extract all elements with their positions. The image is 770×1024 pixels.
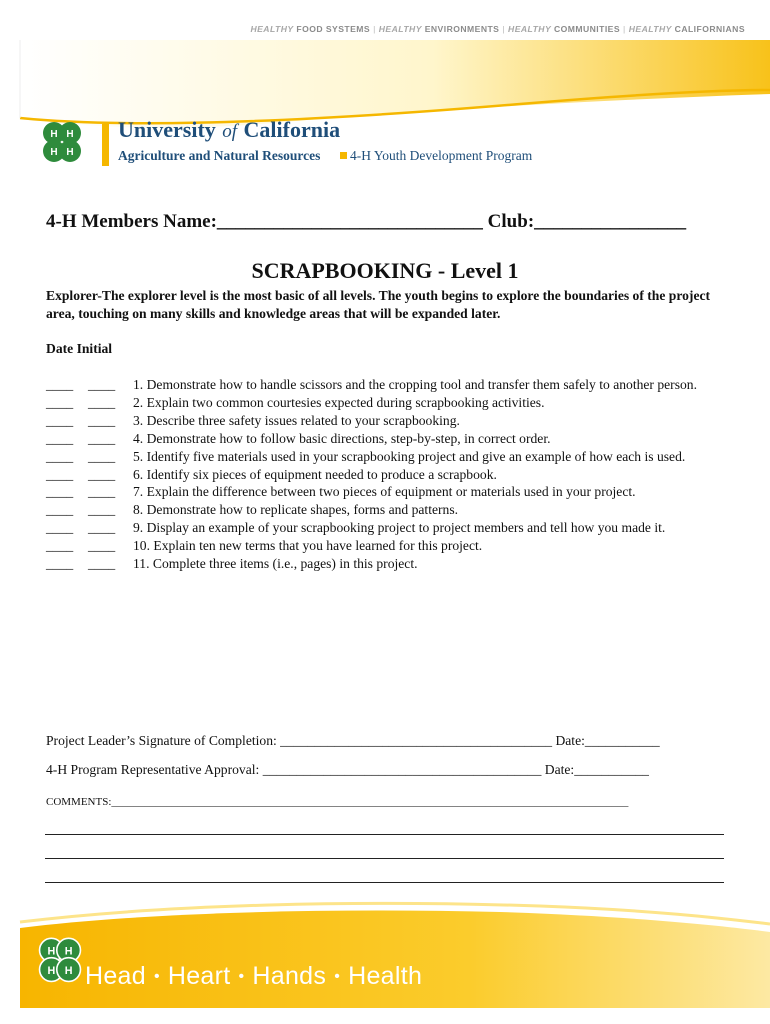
requirement-text: 3. Describe three safety issues related to your scrapbooking. — [133, 412, 460, 428]
requirement-text: 8. Demonstrate how to replicate shapes, forms and patterns. — [133, 502, 459, 518]
svg-text:H: H — [64, 945, 73, 958]
initial-blank[interactable]: ____ — [88, 466, 116, 482]
initial-blank[interactable]: ____ — [88, 502, 116, 518]
leader-signature-field[interactable]: Project Leader’s Signature of Completion: ________________________________________ Date:___________ — [46, 733, 660, 748]
page-title: SCRAPBOOKING - Level 1 — [251, 258, 519, 283]
motto-word: Heart — [167, 962, 231, 990]
date-blank[interactable]: ____ — [46, 538, 74, 554]
svg-text:H: H — [47, 964, 56, 977]
svg-text:H: H — [66, 129, 74, 140]
motto-word: Head — [85, 962, 146, 990]
initial-blank[interactable]: ____ — [88, 556, 116, 572]
requirement-item — [46, 537, 726, 555]
footer-motto — [85, 962, 422, 991]
program-name: 4-H Youth Development Program — [350, 148, 533, 163]
requirement-text: 10. Explain ten new terms that you have learned for this project. — [133, 538, 483, 554]
requirement-text: 2. Explain two common courtesies expected during scrapbooking activities. — [133, 394, 545, 410]
requirement-text: 5. Identify five materials used in your scrapbooking project and give an example of how each is used. — [133, 448, 686, 464]
svg-text:H: H — [47, 945, 56, 958]
motto-separator: • — [153, 968, 160, 985]
requirement-item — [46, 466, 726, 484]
initial-blank[interactable]: ____ — [88, 412, 116, 428]
date-blank[interactable]: ____ — [46, 394, 74, 410]
comments-line[interactable] — [45, 882, 724, 883]
requirement-text: 4. Demonstrate how to follow basic directions, step-by-step, in correct order. — [133, 430, 551, 446]
requirement-item — [46, 412, 726, 430]
requirement-text: 1. Demonstrate how to handle scissors and the cropping tool and transfer them safely to another person. — [133, 377, 697, 392]
four-h-clover-icon — [32, 934, 88, 990]
svg-text:H: H — [50, 147, 58, 158]
requirement-item — [46, 448, 726, 466]
requirement-item — [46, 501, 726, 519]
date-blank[interactable]: ____ — [46, 466, 74, 482]
footer-swoosh-band — [0, 890, 770, 1024]
initial-blank[interactable]: ____ — [88, 520, 116, 536]
comments-line[interactable] — [45, 834, 724, 835]
date-blank[interactable]: ____ — [46, 430, 74, 446]
motto-separator: • — [334, 968, 341, 985]
comments-field[interactable] — [46, 796, 628, 808]
uc-accent-bar — [102, 124, 109, 166]
initial-blank[interactable]: ____ — [88, 484, 116, 500]
svg-text:H: H — [64, 964, 73, 977]
requirement-item — [46, 394, 726, 412]
requirement-item — [46, 483, 726, 501]
requirement-item — [46, 519, 726, 537]
motto-word: Hands — [252, 962, 327, 990]
initial-blank[interactable]: ____ — [88, 538, 116, 554]
svg-text:H: H — [50, 129, 58, 140]
requirement-item — [46, 555, 726, 573]
date-blank[interactable]: ____ — [46, 484, 74, 500]
date-blank[interactable]: ____ — [46, 520, 74, 536]
header-tagline: HEALTHY FOOD SYSTEMS | HEALTHY ENVIRONMENTS | HEALTHY COMMUNITIES | HEALTHY CALIFORNIANS — [250, 24, 745, 34]
requirement-text: 9. Display an example of your scrapbooking project to project members and tell how you made it. — [133, 520, 666, 536]
date-blank[interactable]: ____ — [46, 412, 74, 428]
motto-word: Health — [348, 962, 423, 990]
member-name-club-field[interactable]: 4-H Members Name:____________________________ Club:________________ — [46, 211, 687, 232]
requirement-item — [46, 376, 726, 394]
date-blank[interactable]: ____ — [46, 377, 74, 392]
representative-approval-field[interactable]: 4-H Program Representative Approval: _________________________________________ Date:___________ — [46, 762, 649, 777]
initial-blank[interactable]: ____ — [88, 394, 116, 410]
initial-blank[interactable]: ____ — [88, 377, 116, 392]
initial-blank[interactable]: ____ — [88, 448, 116, 464]
header-swoosh-band — [0, 38, 770, 128]
date-blank[interactable]: ____ — [46, 448, 74, 464]
initial-blank[interactable]: ____ — [88, 430, 116, 446]
four-h-clover-icon — [36, 118, 88, 170]
comments-label: COMMENTS: — [46, 796, 112, 808]
university-name: University of California — [118, 117, 341, 142]
date-initial-header: Date Initial — [46, 341, 113, 356]
requirements-list — [46, 376, 726, 573]
requirement-text: 7. Explain the difference between two pieces of equipment or materials used in your project. — [133, 484, 636, 500]
level-description: Explorer-The explorer level is the most basic of all levels. The youth begins to explore the boundaries of the project area, touching on many skills and knowledge areas that will be expanded later. — [46, 288, 711, 321]
date-blank[interactable]: ____ — [46, 502, 74, 518]
motto-separator: • — [238, 968, 245, 985]
svg-text:H: H — [66, 147, 74, 158]
requirement-item — [46, 430, 726, 448]
division-name: Agriculture and Natural Resources — [118, 148, 321, 163]
comments-line[interactable] — [45, 858, 724, 859]
requirement-text: 6. Identify six pieces of equipment needed to produce a scrapbook. — [133, 466, 497, 482]
date-blank[interactable]: ____ — [46, 556, 74, 572]
comments-line[interactable]: ______________________________________________________________________________________________ — [111, 796, 629, 808]
program-marker — [340, 152, 347, 159]
requirement-text: 11. Complete three items (i.e., pages) in this project. — [133, 556, 418, 572]
